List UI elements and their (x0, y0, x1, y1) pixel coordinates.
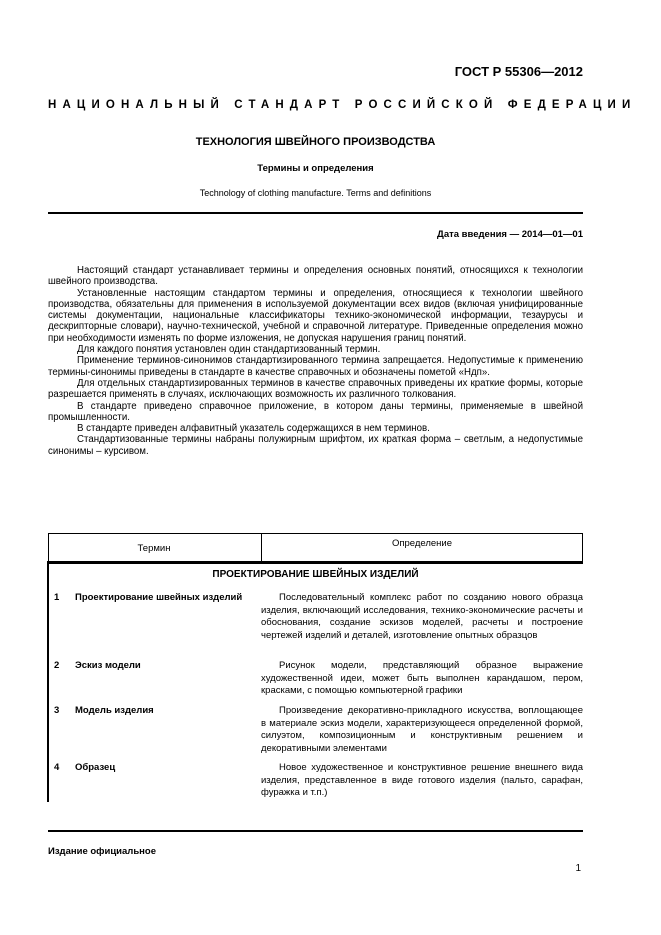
paragraph: В стандарте приведен алфавитный указатель содержащихся в нем терминов. (77, 423, 430, 435)
term-number: 1 (54, 592, 60, 603)
section-divider (48, 561, 583, 563)
paragraph: Для каждого понятия установлен один стандартизованный термин. (77, 344, 381, 356)
definition-text: Последовательный комплекс работ по созданию нового образца изделия, включающий исследования, технико-экономические расчеты и обоснования, создание эскизов моделей, расчеты и построение чертежей изделий и деталей, изготовление опытных образцов (261, 592, 583, 641)
column-header-term: Термин (137, 543, 171, 554)
document-subtitle: Термины и определения (257, 163, 374, 174)
paragraph: Стандартизованные термины набраны полужирным шрифтом, их краткая форма – светлым, а недопустимые синонимы – курсивом. (48, 434, 583, 457)
national-standard-heading: НАЦИОНАЛЬНЫЙ СТАНДАРТ РОССИЙСКОЙ ФЕДЕРАЦИИ (48, 99, 637, 111)
document-title: ТЕХНОЛОГИЯ ШВЕЙНОГО ПРОИЗВОДСТВА (195, 136, 436, 148)
term-definition (261, 705, 583, 755)
edition-label: Издание официальное (48, 846, 156, 857)
term-number: 2 (54, 660, 60, 671)
paragraph: Настоящий стандарт устанавливает термины и определения основных понятий, относящихся к технологии швейного производства. (48, 265, 583, 288)
term-name: Эскиз модели (75, 660, 141, 671)
term-name: Проектирование швейных изделий (75, 592, 243, 603)
term-definition (261, 762, 583, 800)
definition-text: Рисунок модели, представляющий образное выражение художественной идеи, может быть выполнен карандашом, пером, красками, с помощью компьютерной графики (261, 660, 583, 696)
paragraph: Установленные настоящим стандартом термины и определения, относящиеся к технологии швейного производства, обязательны для применения в используемой документации всех видов (включая унифицированные системы документации, национальные классификаторы технико-экономической информации, тезаурусы и дескрипторные словари), научно-технической, учебной и справочной литературе. Приведенные определения можно при необходимости изменять по форме изложения, не допуская нарушения границ понятий. (48, 287, 583, 344)
gost-number: ГОСТ Р 55306—2012 (454, 64, 583, 79)
introduction-text (48, 265, 583, 457)
page-number: 1 (575, 863, 581, 874)
definition-text: Новое художественное и конструктивное решение внешнего вида изделия, представленное в виде готового изделия (пальто, сарафан, фуражка и т.п.) (261, 762, 583, 798)
term-definition (261, 660, 583, 698)
paragraph: Применение терминов-синонимов стандартизированного термина запрещается. Недопустимые к применению термины-синонимы приведены в стандарте в качестве справочных и обозначены пометой «Ндп». (48, 355, 583, 378)
paragraph: В стандарте приведено справочное приложение, в котором даны термины, применяемые в швейной промышленности. (48, 400, 583, 423)
paragraph: Для отдельных стандартизированных терминов в качестве справочных приведены их краткие формы, которые разрешается применять в случаях, исключающих возможность их различного толкования. (48, 377, 583, 401)
introduction-date: Дата введения — 2014—01—01 (437, 229, 583, 240)
term-number: 4 (54, 762, 60, 773)
title-divider (48, 212, 583, 214)
term-name: Образец (75, 762, 116, 773)
term-number: 3 (54, 705, 60, 716)
definition-text: Произведение декоративно-прикладного искусства, воплощающее в материале эскиз модели, характеризующееся определенной формой, силуэтом, композиционным и конструктивным решением и декоративными элементами (261, 705, 583, 754)
footer-divider (48, 830, 583, 832)
section-title: ПРОЕКТИРОВАНИЕ ШВЕЙНЫХ ИЗДЕЛИЙ (212, 569, 419, 580)
column-header-definition: Определение (391, 538, 453, 549)
table-left-border (47, 561, 49, 802)
term-definition (261, 592, 583, 642)
term-name: Модель изделия (75, 705, 154, 716)
english-title: Technology of clothing manufacture. Terms and definitions (199, 188, 432, 198)
